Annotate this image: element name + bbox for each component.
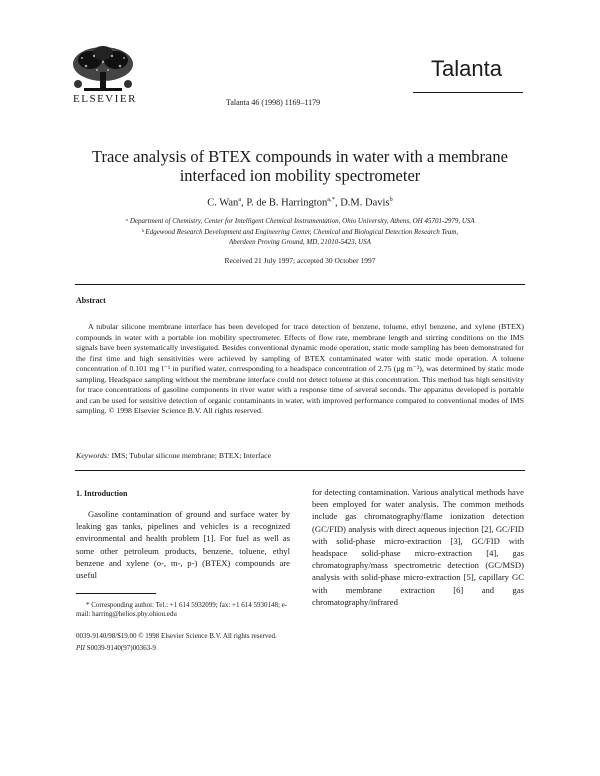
- corresponding-author-footnote: * Corresponding author. Tel.: +1 614 5932099; fax: +1 614 5930148; e-mail: harring@helios.phy.ohiou.edu: [76, 601, 288, 618]
- journal-name: Talanta: [431, 56, 502, 81]
- author-affiliation-mark: b: [389, 196, 393, 203]
- author-list: [60, 196, 540, 209]
- keywords-label: Keywords:: [76, 451, 110, 460]
- title-line-2: interfaced ion mobility spectrometer: [179, 166, 421, 185]
- elsevier-tree-logo: [64, 44, 142, 94]
- keywords: [76, 451, 524, 460]
- affiliation-b-line-2: Aberdeen Proving Ground, MD, 21010-5423, USA: [229, 238, 371, 246]
- affiliation-b-line-1: ᵇ Edgewood Research Development and Engineering Center, Chemical and Biological Detection Research Team,: [141, 228, 459, 236]
- author-name: C. Wan: [207, 197, 239, 209]
- pii-value: S0039-9140(97)00363-9: [84, 644, 156, 652]
- affiliation-a: ᵃ Department of Chemistry, Center for Intelligent Chemical Instrumentation, Ohio University, Athens, OH 45701-2979, USA: [125, 217, 475, 225]
- author-name: P. de B. Harrington: [246, 197, 328, 209]
- intro-left-column: Gasoline contamination of ground and surface water by leaking gas tanks, pipelines and vehicles is a recognized environmental and health problem [1]. For fuel as well as some other petroleum products, benzene, toluene, ethyl benzene and xylene (o-, m-, p-) (BTEX) compounds are useful: [76, 509, 290, 581]
- received-dates: Received 21 July 1997; accepted 30 October 1997: [224, 256, 376, 265]
- pii-label: PII: [76, 644, 85, 652]
- pii-line: [76, 644, 356, 652]
- header-rule: [413, 92, 523, 93]
- keywords-list: IMS; Tubular silicone membrane; BTEX; Interface: [109, 451, 272, 460]
- copyright-line: 0039-9140/98/$19.00 © 1998 Elsevier Science B.V. All rights reserved.: [76, 632, 277, 640]
- abstract-bottom-rule: [75, 470, 525, 471]
- section-heading: 1. Introduction: [76, 489, 128, 498]
- abstract-heading: Abstract: [76, 296, 106, 305]
- author-separator: ,: [241, 197, 247, 209]
- publisher-name: ELSEVIER: [73, 93, 137, 105]
- title-line-1: Trace analysis of BTEX compounds in water with a membrane: [92, 147, 508, 166]
- article-title: [60, 147, 540, 185]
- journal-reference: Talanta 46 (1998) 1169–1179: [226, 98, 321, 107]
- author-separator: ,: [334, 197, 341, 209]
- author-affiliation-mark: a,*: [327, 196, 335, 203]
- author-name: D.M. Davis: [340, 197, 390, 209]
- abstract-text: A tubular silicone membrane interface has been developed for trace detection of benzene, toluene, ethyl benzene, and xylene (BTEX) compounds in water with a portable ion mobility spectrometer. Effects of flow rate, membrane length and stirring conditions on the IMS signals have been systematically investigated. Besides conventional dynamic mode operation, static mode sampling has been demonstrated for the first time and high sensitivities were achieved by sampling of BTEX contaminated water with static mode operation. A toluene concentration of 0.101 mg l⁻¹ in purified water, corresponding to a headspace concentration of 2.75 (μg m⁻³), was determined by static mode sampling. Headspace sampling without the membrane interface could not detect toluene at this concentration. This method has high sensitivity for trace concentrations of gasoline components in river water with a response time of several seconds. The apparatus developed is portable and can be used for sensitive detection of organic contaminants in water, with improved performance compared to conventional modes of IMS sampling. © 1998 Elsevier Science B.V. All rights reserved.: [76, 322, 524, 415]
- author-affiliation-mark: a: [238, 196, 242, 203]
- intro-right-column: for detecting contamination. Various analytical methods have been employed for water analysis. The common methods include gas chromatography/flame ionization detection (GC/FID) analysis with direct aqueous injection [2], GC/FID with solid-phase micro-extraction [3], GC/FID with headspace solid-phase micro-extraction [4], gas chromatography/mass spectrometric detection (GC/MSD) analysis with solid-phase micro-extraction [5], capillary GC with membrane extraction [6] and gas chromatography/infrared: [312, 487, 524, 607]
- footnote-rule: [76, 593, 156, 594]
- abstract-top-rule: [75, 284, 525, 285]
